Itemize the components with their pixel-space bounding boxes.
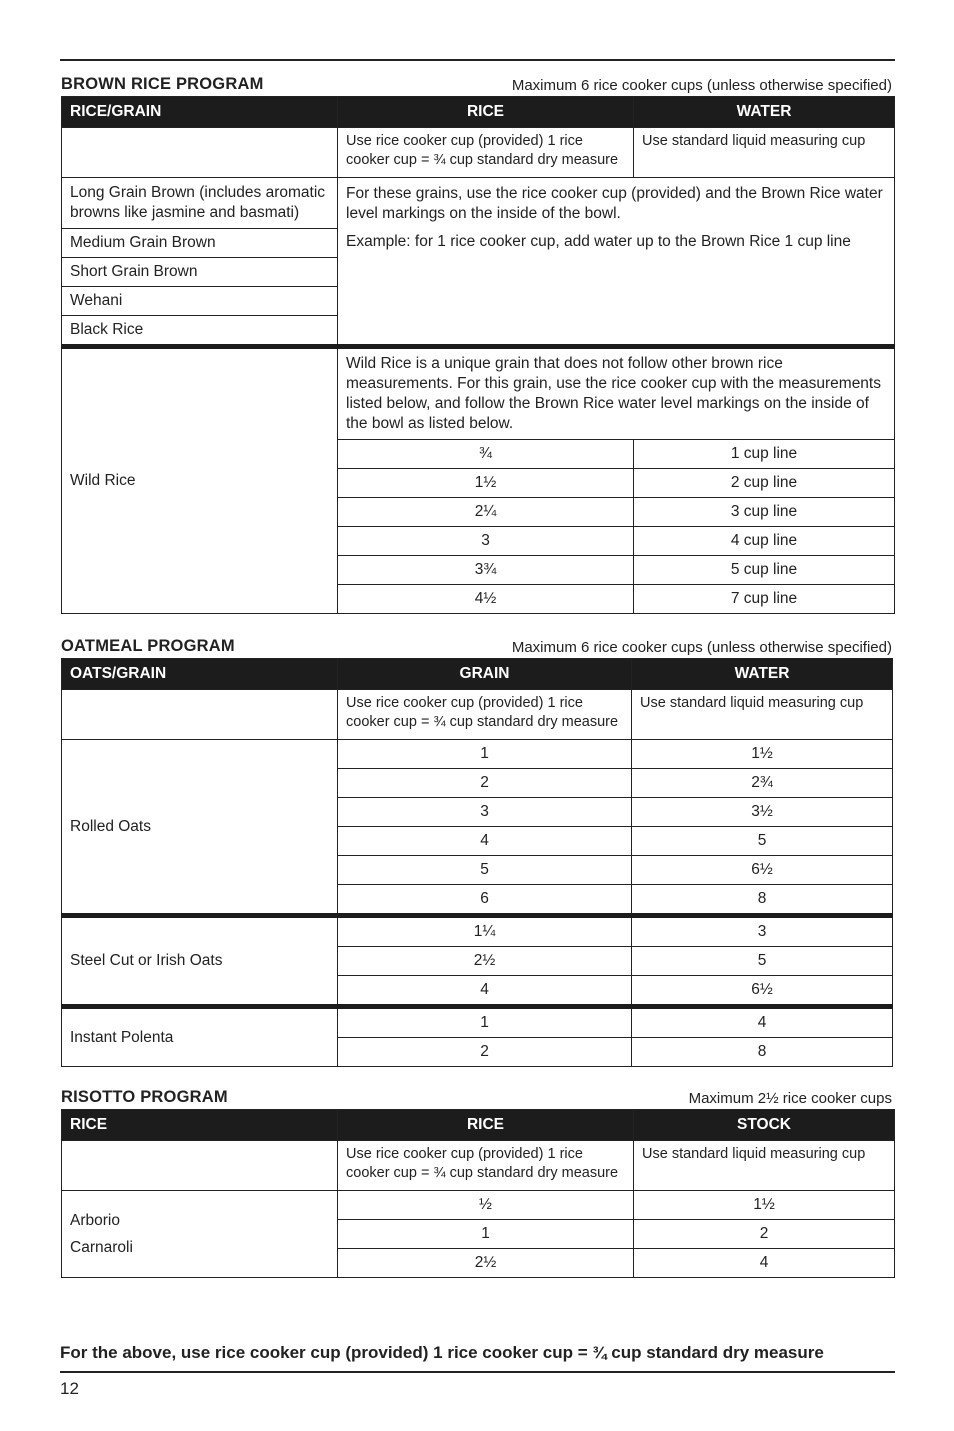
footer-note: For the above, use rice cooker cup (provided) 1 rice cooker cup = ¾ cup standard dry measure: [60, 1343, 824, 1362]
risotto-table: [61, 1109, 895, 1278]
risotto-stock-amount: 4: [634, 1249, 895, 1278]
top-rule: [60, 59, 895, 61]
empty-cell: [62, 690, 338, 740]
brown-rice-note: Maximum 6 rice cooker cups (unless otherwise specified): [511, 77, 892, 94]
oatmeal-title: OATMEAL PROGRAM: [61, 637, 235, 655]
risotto-rice-amount: ½: [338, 1191, 634, 1220]
col-header-rice-grain: RICE/GRAIN: [62, 97, 338, 128]
brown-rice-header: [61, 74, 892, 96]
risotto-rice-amount: 2½: [338, 1249, 634, 1278]
rolled-oats-grain: 3: [338, 798, 632, 827]
col-header-water: WATER: [634, 97, 895, 128]
risotto-title: RISOTTO PROGRAM: [61, 1088, 228, 1106]
bottom-rule: [60, 1371, 895, 1373]
rolled-oats-water: 8: [632, 885, 893, 916]
arborio-label: Arborio: [70, 1212, 120, 1229]
grain-label: Medium Grain Brown: [62, 229, 338, 258]
rolled-oats-water: 2¾: [632, 769, 893, 798]
grains-description: [338, 178, 895, 347]
steel-cut-water: 6½: [632, 976, 893, 1007]
stock-unit-note: Use standard liquid measuring cup: [634, 1141, 895, 1191]
polenta-grain: 2: [338, 1038, 632, 1067]
water-unit-note: Use standard liquid measuring cup: [634, 128, 895, 178]
wild-rice-description: Wild Rice is a unique grain that does not follow other brown rice measurements. For this grain, use the rice cooker cup with the measurements listed below, and follow the Brown Rice water level markings on the inside of the bowl as listed below.: [338, 347, 895, 440]
rice-unit-note: Use rice cooker cup (provided) 1 rice cooker cup = ¾ cup standard dry measure: [338, 1141, 634, 1191]
col-header-rice-type: RICE: [62, 1110, 338, 1141]
steel-cut-grain: 1¼: [338, 916, 632, 947]
wild-rice-amount: 3¾: [338, 556, 634, 585]
water-unit-note: Use standard liquid measuring cup: [632, 690, 893, 740]
oatmeal-note: Maximum 6 rice cooker cups (unless otherwise specified): [511, 639, 892, 656]
wild-rice-water: 5 cup line: [634, 556, 895, 585]
oatmeal-table: [61, 658, 893, 1067]
wild-rice-label: Wild Rice: [62, 347, 338, 614]
polenta-water: 4: [632, 1007, 893, 1038]
grains-desc-2: Example: for 1 rice cooker cup, add water up to the Brown Rice 1 cup line: [346, 233, 851, 250]
col-header-oats-grain: OATS/GRAIN: [62, 659, 338, 690]
grain-label: Short Grain Brown: [62, 258, 338, 287]
grain-unit-note: Use rice cooker cup (provided) 1 rice cooker cup = ¾ cup standard dry measure: [338, 690, 632, 740]
col-header-stock: STOCK: [634, 1110, 895, 1141]
grain-label: Wehani: [62, 287, 338, 316]
page-number: 12: [60, 1379, 79, 1398]
wild-rice-amount: 1½: [338, 469, 634, 498]
grains-desc-1: For these grains, use the rice cooker cup (provided) and the Brown Rice water level markings on the inside of the bowl.: [346, 185, 883, 222]
risotto-stock-amount: 2: [634, 1220, 895, 1249]
risotto-header: [61, 1087, 892, 1109]
empty-cell: [62, 128, 338, 178]
polenta-water: 8: [632, 1038, 893, 1067]
rolled-oats-grain: 6: [338, 885, 632, 916]
polenta-grain: 1: [338, 1007, 632, 1038]
wild-rice-amount: ¾: [338, 440, 634, 469]
risotto-stock-amount: 1½: [634, 1191, 895, 1220]
wild-rice-water: 4 cup line: [634, 527, 895, 556]
rolled-oats-grain: 4: [338, 827, 632, 856]
grain-label: Long Grain Brown (includes aromatic browns like jasmine and basmati): [62, 178, 338, 229]
rolled-oats-grain: 5: [338, 856, 632, 885]
col-header-rice: RICE: [338, 1110, 634, 1141]
brown-rice-table: [61, 96, 895, 614]
rolled-oats-grain: 2: [338, 769, 632, 798]
rice-unit-note: Use rice cooker cup (provided) 1 rice cooker cup = ¾ cup standard dry measure: [338, 128, 634, 178]
rolled-oats-label: Rolled Oats: [62, 740, 338, 916]
wild-rice-water: 1 cup line: [634, 440, 895, 469]
wild-rice-amount: 4½: [338, 585, 634, 614]
brown-rice-title: BROWN RICE PROGRAM: [61, 75, 264, 93]
rolled-oats-water: 3½: [632, 798, 893, 827]
steel-cut-label: Steel Cut or Irish Oats: [62, 916, 338, 1007]
rolled-oats-grain: 1: [338, 740, 632, 769]
risotto-rice-labels: [62, 1191, 338, 1278]
rolled-oats-water: 1½: [632, 740, 893, 769]
steel-cut-grain: 2½: [338, 947, 632, 976]
risotto-rice-amount: 1: [338, 1220, 634, 1249]
wild-rice-water: 7 cup line: [634, 585, 895, 614]
polenta-label: Instant Polenta: [62, 1007, 338, 1067]
rolled-oats-water: 6½: [632, 856, 893, 885]
oatmeal-header: [61, 636, 892, 658]
risotto-note: Maximum 2½ rice cooker cups: [688, 1090, 892, 1107]
wild-rice-amount: 2¼: [338, 498, 634, 527]
rolled-oats-water: 5: [632, 827, 893, 856]
wild-rice-water: 2 cup line: [634, 469, 895, 498]
steel-cut-grain: 4: [338, 976, 632, 1007]
carnaroli-label: Carnaroli: [70, 1239, 133, 1256]
empty-cell: [62, 1141, 338, 1191]
wild-rice-water: 3 cup line: [634, 498, 895, 527]
steel-cut-water: 3: [632, 916, 893, 947]
col-header-rice: RICE: [338, 97, 634, 128]
wild-rice-amount: 3: [338, 527, 634, 556]
col-header-grain: GRAIN: [338, 659, 632, 690]
steel-cut-water: 5: [632, 947, 893, 976]
grain-label: Black Rice: [62, 316, 338, 347]
col-header-water: WATER: [632, 659, 893, 690]
